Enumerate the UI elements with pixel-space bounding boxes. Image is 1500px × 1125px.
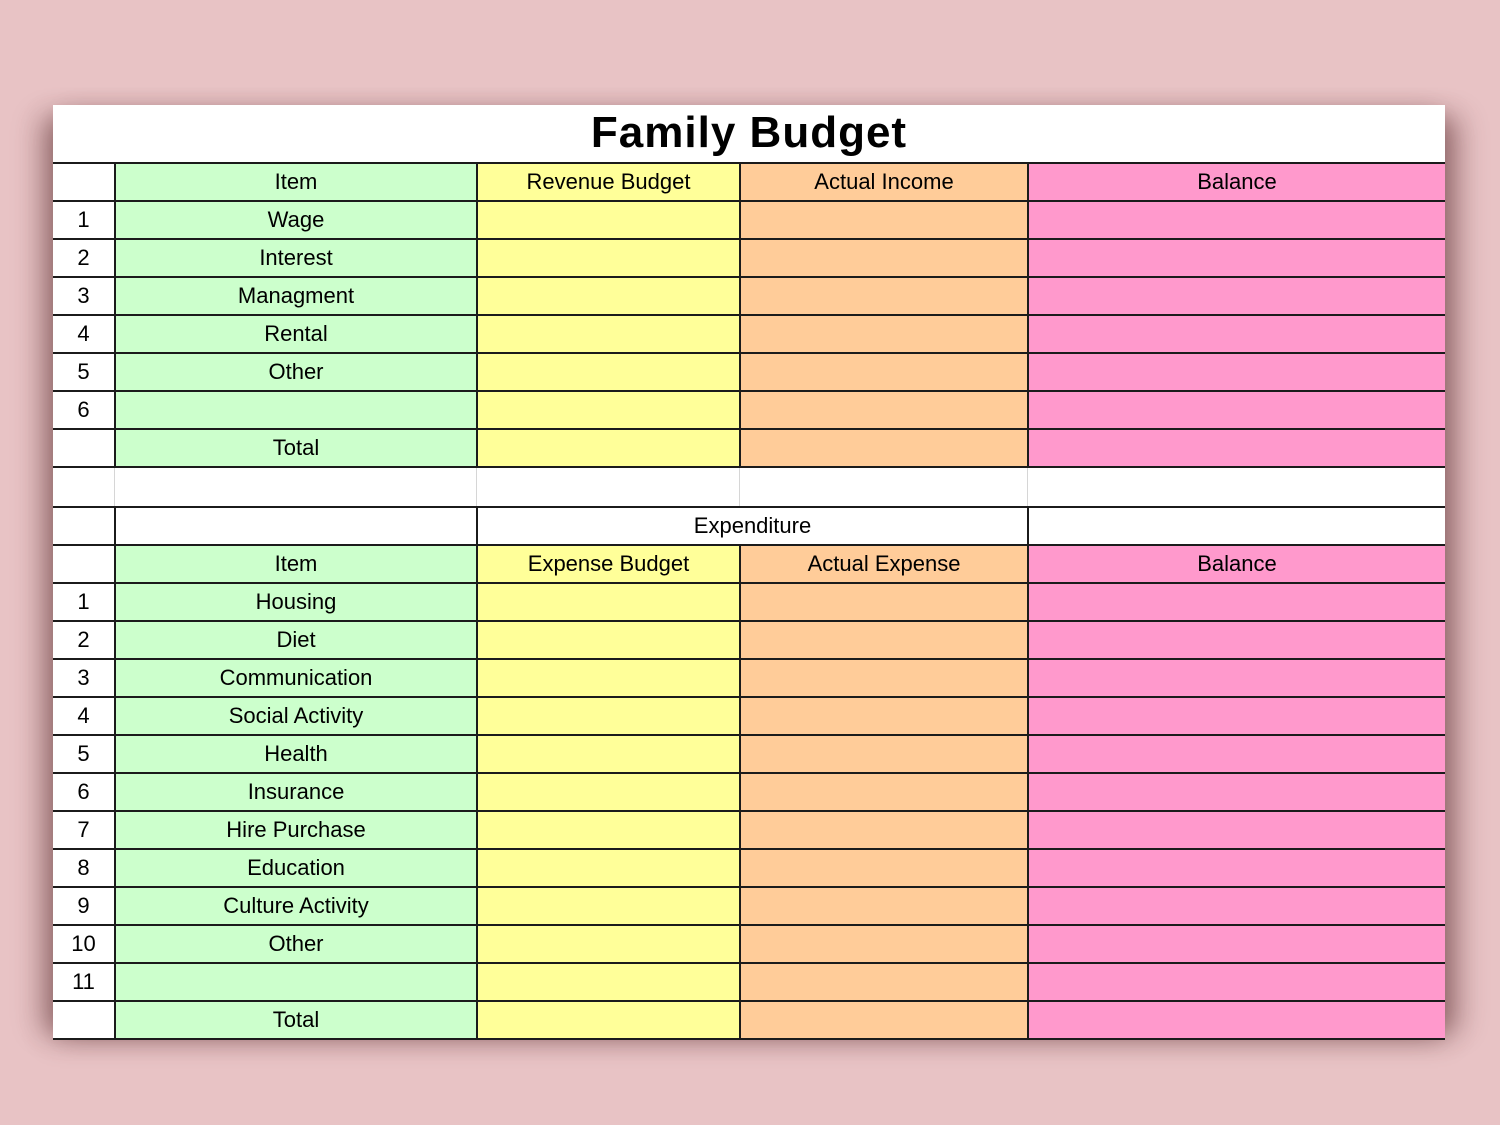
expense-row-4 [53, 697, 1445, 735]
actual-expense-cell[interactable] [740, 697, 1028, 735]
revenue-budget-cell[interactable] [477, 315, 740, 353]
expense-item-cell: Communication [115, 659, 477, 697]
balance-cell[interactable] [1028, 773, 1445, 811]
expense-row-9 [53, 887, 1445, 925]
row-number: 6 [53, 391, 115, 429]
expense-budget-cell[interactable] [477, 925, 740, 963]
expense-budget-cell-total[interactable] [477, 1001, 740, 1039]
balance-cell[interactable] [1028, 353, 1445, 391]
expense-budget-cell[interactable] [477, 963, 740, 1001]
expenditure-section-row [53, 507, 1445, 545]
corner-cell [53, 163, 115, 201]
balance-cell[interactable] [1028, 887, 1445, 925]
expense-budget-cell[interactable] [477, 621, 740, 659]
spacer-cell [740, 468, 1028, 506]
corner-cell [53, 545, 115, 583]
row-number: 4 [53, 697, 115, 735]
row-number: 4 [53, 315, 115, 353]
balance-cell[interactable] [1028, 583, 1445, 621]
balance-cell-total[interactable] [1028, 1001, 1445, 1039]
expense-header-balance: Balance [1028, 545, 1445, 583]
balance-cell[interactable] [1028, 315, 1445, 353]
actual-income-cell[interactable] [740, 239, 1028, 277]
expense-header-row [53, 545, 1445, 583]
revenue-budget-cell[interactable] [477, 353, 740, 391]
row-number: 8 [53, 849, 115, 887]
income-row-5 [53, 353, 1445, 391]
expense-header-expense-budget: Expense Budget [477, 545, 740, 583]
expense-row-1 [53, 583, 1445, 621]
balance-cell[interactable] [1028, 849, 1445, 887]
row-number: 1 [53, 583, 115, 621]
expense-budget-cell[interactable] [477, 811, 740, 849]
balance-cell[interactable] [1028, 925, 1445, 963]
row-number: 6 [53, 773, 115, 811]
expense-budget-cell[interactable] [477, 849, 740, 887]
row-number: 2 [53, 621, 115, 659]
revenue-budget-cell[interactable] [477, 239, 740, 277]
expense-row-6 [53, 773, 1445, 811]
revenue-budget-cell[interactable] [477, 391, 740, 429]
balance-cell[interactable] [1028, 239, 1445, 277]
expense-budget-cell[interactable] [477, 583, 740, 621]
expense-budget-cell[interactable] [477, 659, 740, 697]
row-number: 11 [53, 963, 115, 1001]
expense-header-item: Item [115, 545, 477, 583]
income-total-label: Total [115, 429, 477, 467]
balance-cell[interactable] [1028, 811, 1445, 849]
actual-expense-cell[interactable] [740, 811, 1028, 849]
expense-budget-cell[interactable] [477, 735, 740, 773]
actual-expense-cell[interactable] [740, 659, 1028, 697]
actual-expense-cell[interactable] [740, 849, 1028, 887]
row-number: 5 [53, 735, 115, 773]
spacer-cell [53, 468, 115, 506]
expense-row-2 [53, 621, 1445, 659]
corner-cell [53, 507, 115, 545]
row-number: 7 [53, 811, 115, 849]
expense-total-row [53, 1001, 1445, 1039]
income-table [53, 162, 1445, 468]
expense-item-cell: Health [115, 735, 477, 773]
sheet-title: Family Budget [53, 105, 1445, 162]
expense-budget-cell[interactable] [477, 887, 740, 925]
income-row-1 [53, 201, 1445, 239]
income-item-cell: Rental [115, 315, 477, 353]
revenue-budget-cell[interactable] [477, 277, 740, 315]
expense-table [53, 506, 1445, 1040]
spacer-cell [1028, 468, 1445, 506]
row-number: 1 [53, 201, 115, 239]
spacer-row [53, 468, 1445, 506]
balance-cell[interactable] [1028, 697, 1445, 735]
income-row-2 [53, 239, 1445, 277]
row-number: 9 [53, 887, 115, 925]
actual-income-cell[interactable] [740, 315, 1028, 353]
spacer-cell [115, 468, 477, 506]
balance-cell[interactable] [1028, 621, 1445, 659]
actual-expense-cell[interactable] [740, 773, 1028, 811]
expense-row-3 [53, 659, 1445, 697]
expense-item-cell: Diet [115, 621, 477, 659]
income-row-6 [53, 391, 1445, 429]
income-header-item: Item [115, 163, 477, 201]
actual-expense-cell[interactable] [740, 583, 1028, 621]
income-header-row [53, 163, 1445, 201]
income-header-revenue-budget: Revenue Budget [477, 163, 740, 201]
income-total-row [53, 429, 1445, 467]
income-item-cell: Managment [115, 277, 477, 315]
row-number: 10 [53, 925, 115, 963]
row-number: 3 [53, 277, 115, 315]
actual-expense-cell[interactable] [740, 963, 1028, 1001]
actual-income-cell[interactable] [740, 277, 1028, 315]
row-number [53, 429, 115, 467]
expense-item-cell: Culture Activity [115, 887, 477, 925]
expense-row-5 [53, 735, 1445, 773]
income-item-cell: Interest [115, 239, 477, 277]
row-number: 2 [53, 239, 115, 277]
expense-budget-cell[interactable] [477, 773, 740, 811]
row-number [53, 1001, 115, 1039]
actual-income-cell-total[interactable] [740, 429, 1028, 467]
expense-item-cell: Other [115, 925, 477, 963]
expense-row-8 [53, 849, 1445, 887]
expense-budget-cell[interactable] [477, 697, 740, 735]
budget-spreadsheet [53, 105, 1445, 1032]
revenue-budget-cell-total[interactable] [477, 429, 740, 467]
expense-item-cell: Education [115, 849, 477, 887]
actual-expense-cell[interactable] [740, 735, 1028, 773]
balance-cell[interactable] [1028, 659, 1445, 697]
balance-cell-total[interactable] [1028, 429, 1445, 467]
actual-income-cell[interactable] [740, 201, 1028, 239]
balance-cell[interactable] [1028, 735, 1445, 773]
balance-cell[interactable] [1028, 201, 1445, 239]
expense-item-cell: Social Activity [115, 697, 477, 735]
income-item-cell: Other [115, 353, 477, 391]
expenditure-right-blank-cell [1028, 507, 1445, 545]
expense-total-label: Total [115, 1001, 477, 1039]
income-row-3 [53, 277, 1445, 315]
spacer-cell [477, 468, 740, 506]
expense-item-cell: Housing [115, 583, 477, 621]
income-item-cell [115, 391, 477, 429]
actual-expense-cell[interactable] [740, 621, 1028, 659]
actual-expense-cell[interactable] [740, 925, 1028, 963]
row-number: 5 [53, 353, 115, 391]
actual-expense-cell-total[interactable] [740, 1001, 1028, 1039]
income-row-4 [53, 315, 1445, 353]
expenditure-section-header: Expenditure [477, 507, 1028, 545]
expense-header-actual-expense: Actual Expense [740, 545, 1028, 583]
actual-income-cell[interactable] [740, 391, 1028, 429]
expenditure-left-blank-cell [115, 507, 477, 545]
balance-cell[interactable] [1028, 963, 1445, 1001]
balance-cell[interactable] [1028, 391, 1445, 429]
income-header-actual-income: Actual Income [740, 163, 1028, 201]
actual-income-cell[interactable] [740, 353, 1028, 391]
balance-cell[interactable] [1028, 277, 1445, 315]
revenue-budget-cell[interactable] [477, 201, 740, 239]
income-item-cell: Wage [115, 201, 477, 239]
income-header-balance: Balance [1028, 163, 1445, 201]
row-number: 3 [53, 659, 115, 697]
expense-row-10 [53, 925, 1445, 963]
expense-row-7 [53, 811, 1445, 849]
expense-item-cell [115, 963, 477, 1001]
expense-row-11 [53, 963, 1445, 1001]
expense-item-cell: Hire Purchase [115, 811, 477, 849]
expense-item-cell: Insurance [115, 773, 477, 811]
actual-expense-cell[interactable] [740, 887, 1028, 925]
